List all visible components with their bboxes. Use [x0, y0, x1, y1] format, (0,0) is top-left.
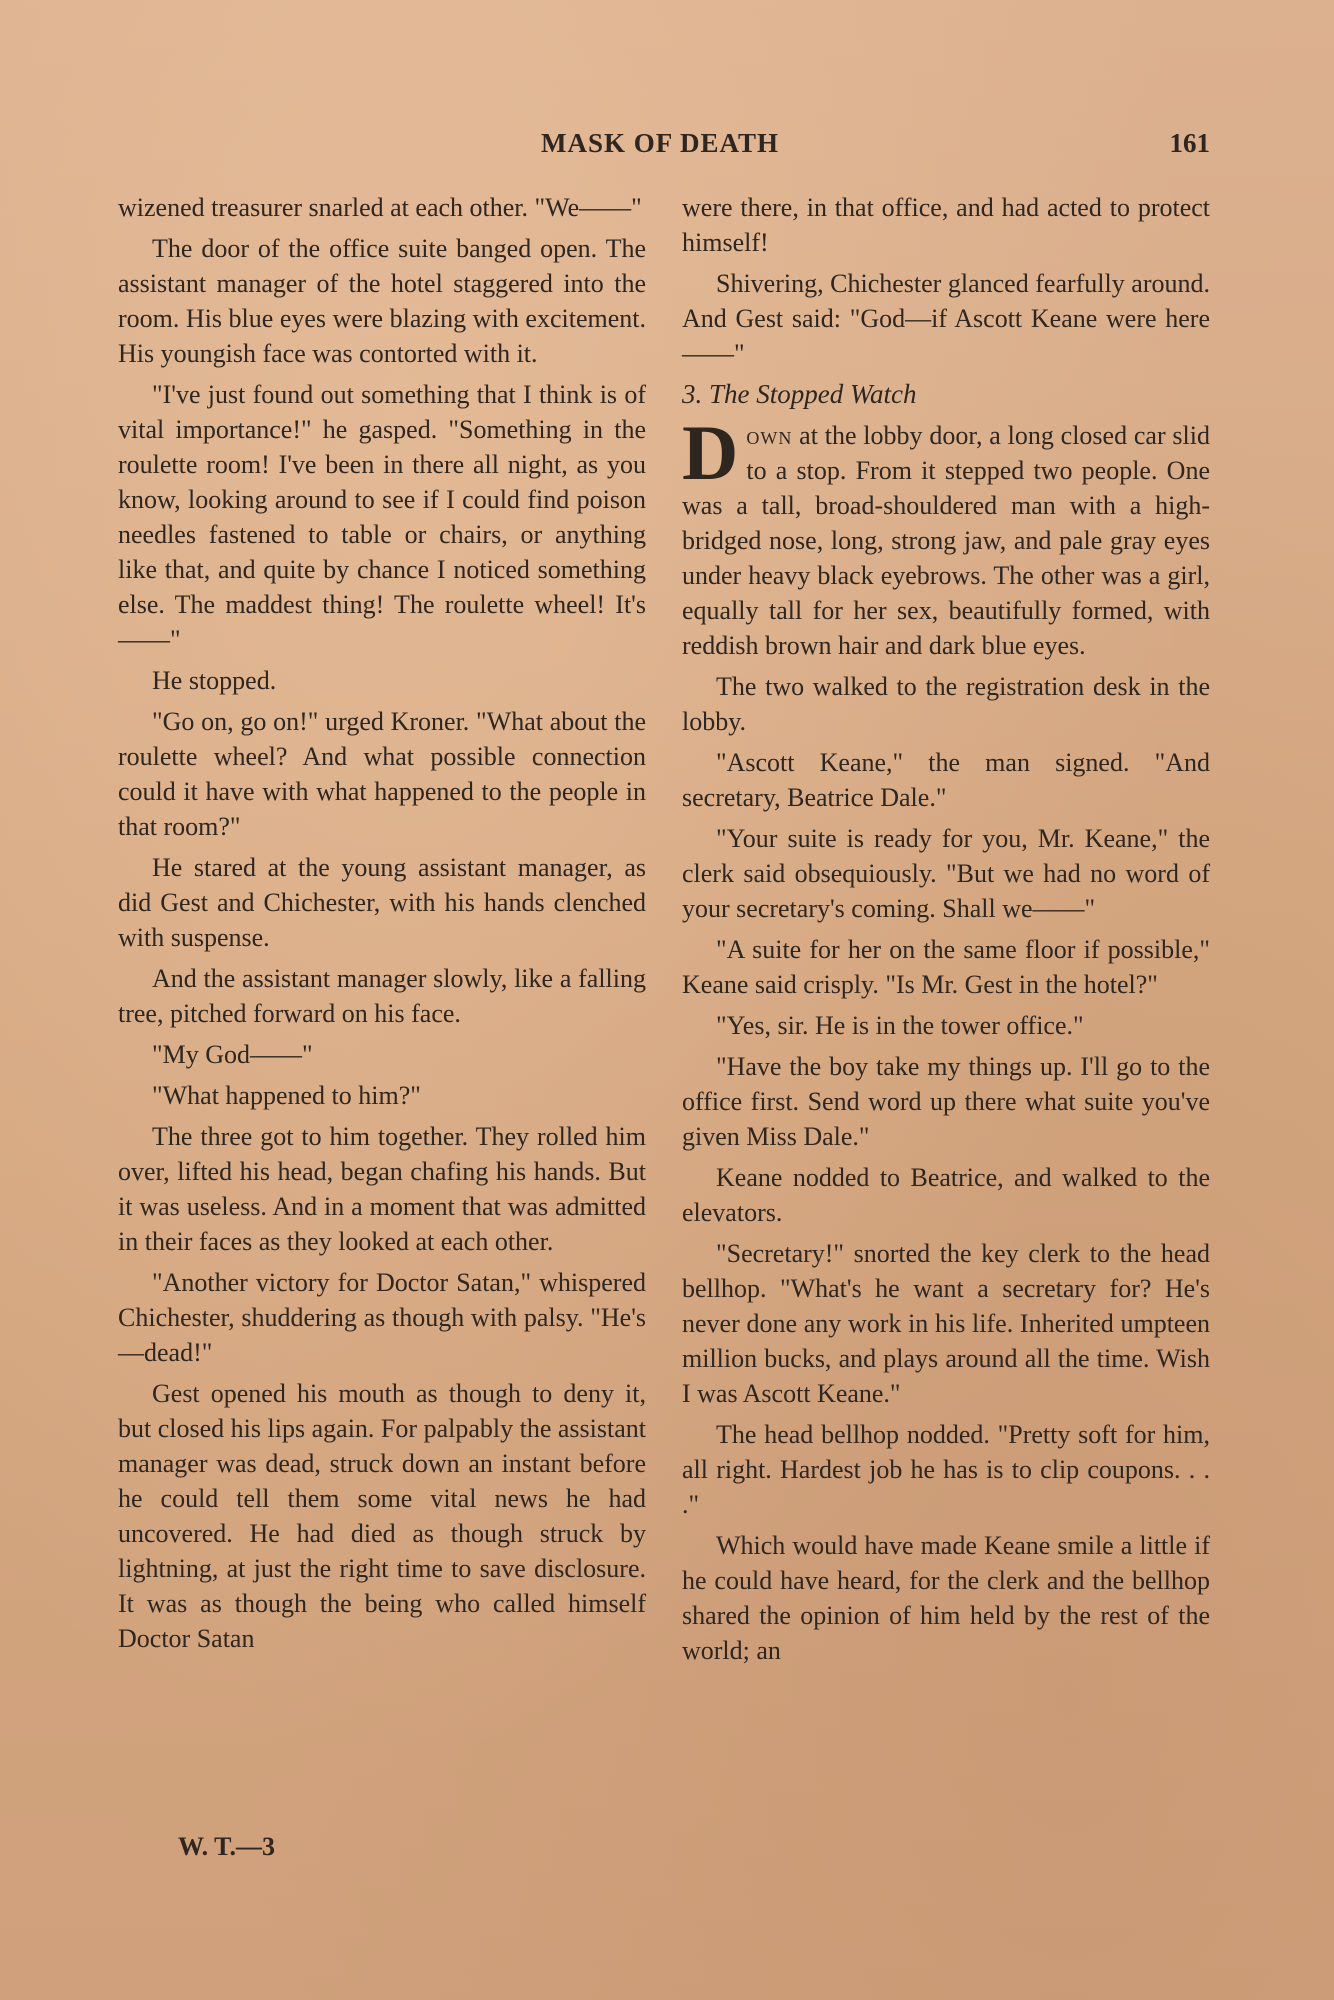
paragraph: "I've just found out something that I think is of vital importance!" he gasped. "Something in the roulette room! I've been in there all night, as you know, looking around to see if I could find poison needles fastened to table or chairs, or anything like that, and quite by chance I noticed something else. The maddest thing! The roulette wheel! It's——" — [118, 380, 646, 654]
paragraph: "Ascott Keane," the man signed. "And secretary, Beatrice Dale." — [682, 748, 1210, 812]
paragraph: "What happened to him?" — [152, 1081, 421, 1110]
section-heading: 3. The Stopped Watch — [682, 379, 917, 409]
paragraph: wizened treasurer snarled at each other. "We——" — [118, 193, 642, 222]
paragraph: were there, in that office, and had acted to protect himself! — [682, 193, 1210, 257]
right-column — [682, 190, 1210, 1674]
paragraph: "A suite for her on the same floor if possible," Keane said crisply. "Is Mr. Gest in the hotel?" — [682, 935, 1210, 999]
paragraph: "My God——" — [152, 1040, 313, 1069]
paragraph: "Your suite is ready for you, Mr. Keane," the clerk said obsequiously. "But we had no word of your secretary's coming. Shall we——" — [682, 824, 1210, 923]
paragraph: Which would have made Keane smile a little if he could have heard, for the clerk and the bellhop shared the opinion of him held by the rest of the world; an — [682, 1531, 1210, 1665]
paragraph: Gest opened his mouth as though to deny it, but closed his lips again. For palpably the assistant manager was dead, struck down an instant before he could tell them some vital news he had uncovered. He had died as though struck by lightning, at just the right time to save disclosure. It was as though the being who called himself Doctor Satan — [118, 1379, 646, 1653]
paragraph-text: at the lobby door, a long closed car slid to a stop. From it stepped two people. One was a tall, broad-shouldered man with a high-bridged nose, long, strong jaw, and pale gray eyes under heavy black eyebrows. The other was a girl, equally tall for her sex, beautifully formed, with reddish brown hair and dark blue eyes. — [682, 421, 1210, 660]
dropcap-paragraph — [682, 409, 1210, 663]
page-header — [110, 128, 1210, 168]
paragraph: Keane nodded to Beatrice, and walked to the elevators. — [682, 1163, 1210, 1227]
drop-cap: D — [682, 409, 739, 496]
paragraph: "Have the boy take my things up. I'll go to the office first. Send word up there what suite you've given Miss Dale." — [682, 1052, 1210, 1151]
paragraph: "Yes, sir. He is in the tower office." — [716, 1011, 1084, 1040]
paragraph: The door of the office suite banged open. The assistant manager of the hotel staggered into the room. His blue eyes were blazing with excitement. His youngish face was contorted with it. — [118, 234, 646, 368]
paragraph: "Another victory for Doctor Satan," whispered Chichester, shuddering as though with palsy. "He's—dead!" — [118, 1268, 646, 1367]
paragraph: He stopped. — [152, 666, 277, 695]
paragraph: He stared at the young assistant manager, as did Gest and Chichester, with his hands clenched with suspense. — [118, 853, 646, 952]
paragraph: "Go on, go on!" urged Kroner. "What about the roulette wheel? And what possible connection could it have with what happened to the people in that room?" — [118, 707, 646, 841]
running-title: MASK OF DEATH — [540, 128, 779, 158]
paragraph: And the assistant manager slowly, like a falling tree, pitched forward on his face. — [118, 964, 646, 1028]
paragraph: Shivering, Chichester glanced fearfully around. And Gest said: "God—if Ascott Keane were here——" — [682, 269, 1210, 368]
paragraph: The head bellhop nodded. "Pretty soft for him, all right. Hardest job he has is to clip coupons. . . ." — [682, 1420, 1210, 1519]
paragraph: "Secretary!" snorted the key clerk to the head bellhop. "What's he want a secretary for? He's never done any work in his life. Inherited umpteen million bucks, and plays around all the time. Wish I was Ascott Keane." — [682, 1239, 1210, 1408]
paragraph: The three got to him together. They rolled him over, lifted his head, began chafing his hands. But it was useless. And in a moment that was admitted in their faces as they looked at each other. — [118, 1122, 646, 1256]
signature-mark: W. T.—3 — [178, 1832, 276, 1861]
left-column — [118, 190, 646, 1662]
paragraph: The two walked to the registration desk in the lobby. — [682, 672, 1210, 736]
small-caps-lead: own — [746, 421, 793, 450]
page-number: 161 — [1169, 128, 1210, 158]
